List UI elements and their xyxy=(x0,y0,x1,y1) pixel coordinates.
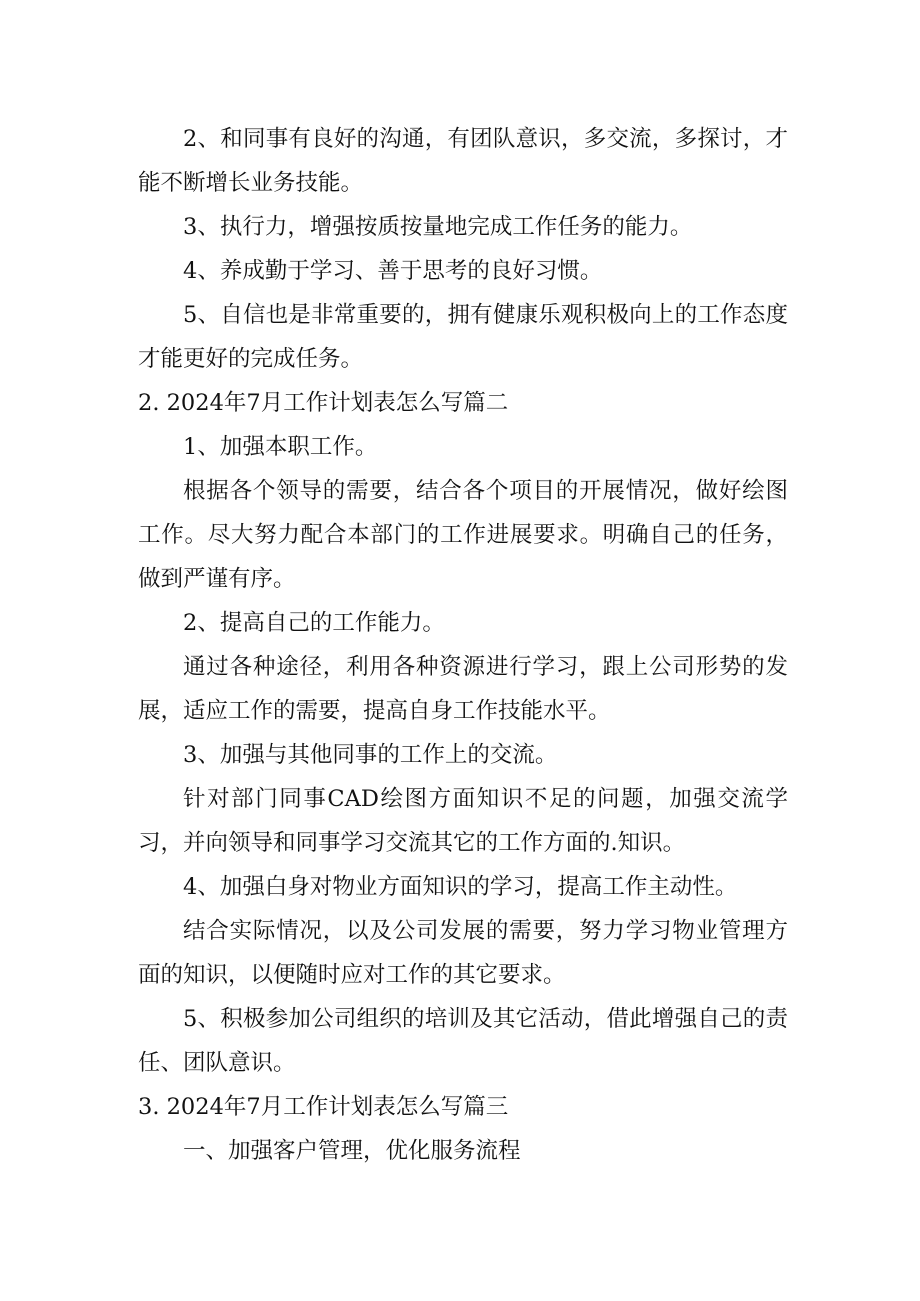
list-item: 1、加强本职工作。 xyxy=(183,434,378,460)
list-item: 一、加强客户管理，优化服务流程 xyxy=(183,1138,521,1164)
list-item: 4、加强白身对物业方面知识的学习，提高工作主动性。 xyxy=(183,874,738,900)
document-body xyxy=(138,117,788,1173)
section-heading-2: 2. 2024年7月工作计划表怎么写篇二 xyxy=(138,390,509,416)
section-heading-3: 3. 2024年7月工作计划表怎么写篇三 xyxy=(138,1094,509,1120)
list-item: 2、和同事有良好的沟通，有团队意识，多交流，多探讨，才能不断增长业务技能。 xyxy=(138,126,788,196)
body-paragraph: 结合实际情况，以及公司发展的需要，努力学习物业管理方面的知识，以便随时应对工作的其它要求。 xyxy=(138,918,788,988)
list-item: 2、提高自己的工作能力。 xyxy=(183,610,445,636)
list-item: 5、积极参加公司组织的培训及其它活动，借此增强自己的责任、团队意识。 xyxy=(138,1006,788,1076)
list-item: 3、加强与其他同事的工作上的交流。 xyxy=(183,742,558,768)
list-item: 4、养成勤于学习、善于思考的良好习惯。 xyxy=(183,258,603,284)
list-item: 3、执行力，增强按质按量地完成工作任务的能力。 xyxy=(183,214,693,240)
list-item: 5、自信也是非常重要的，拥有健康乐观积极向上的工作态度才能更好的完成任务。 xyxy=(138,302,788,372)
body-paragraph: 根据各个领导的需要，结合各个项目的开展情况，做好绘图工作。尽大努力配合本部门的工作进展要求。明确自己的任务，做到严谨有序。 xyxy=(138,478,788,592)
body-paragraph: 通过各种途径，利用各种资源进行学习，跟上公司形势的发展，适应工作的需要，提高自身工作技能水平。 xyxy=(138,654,788,724)
body-paragraph: 针对部门同事CAD绘图方面知识不足的问题，加强交流学习，并向领导和同事学习交流其它的工作方面的.知识。 xyxy=(138,786,788,856)
